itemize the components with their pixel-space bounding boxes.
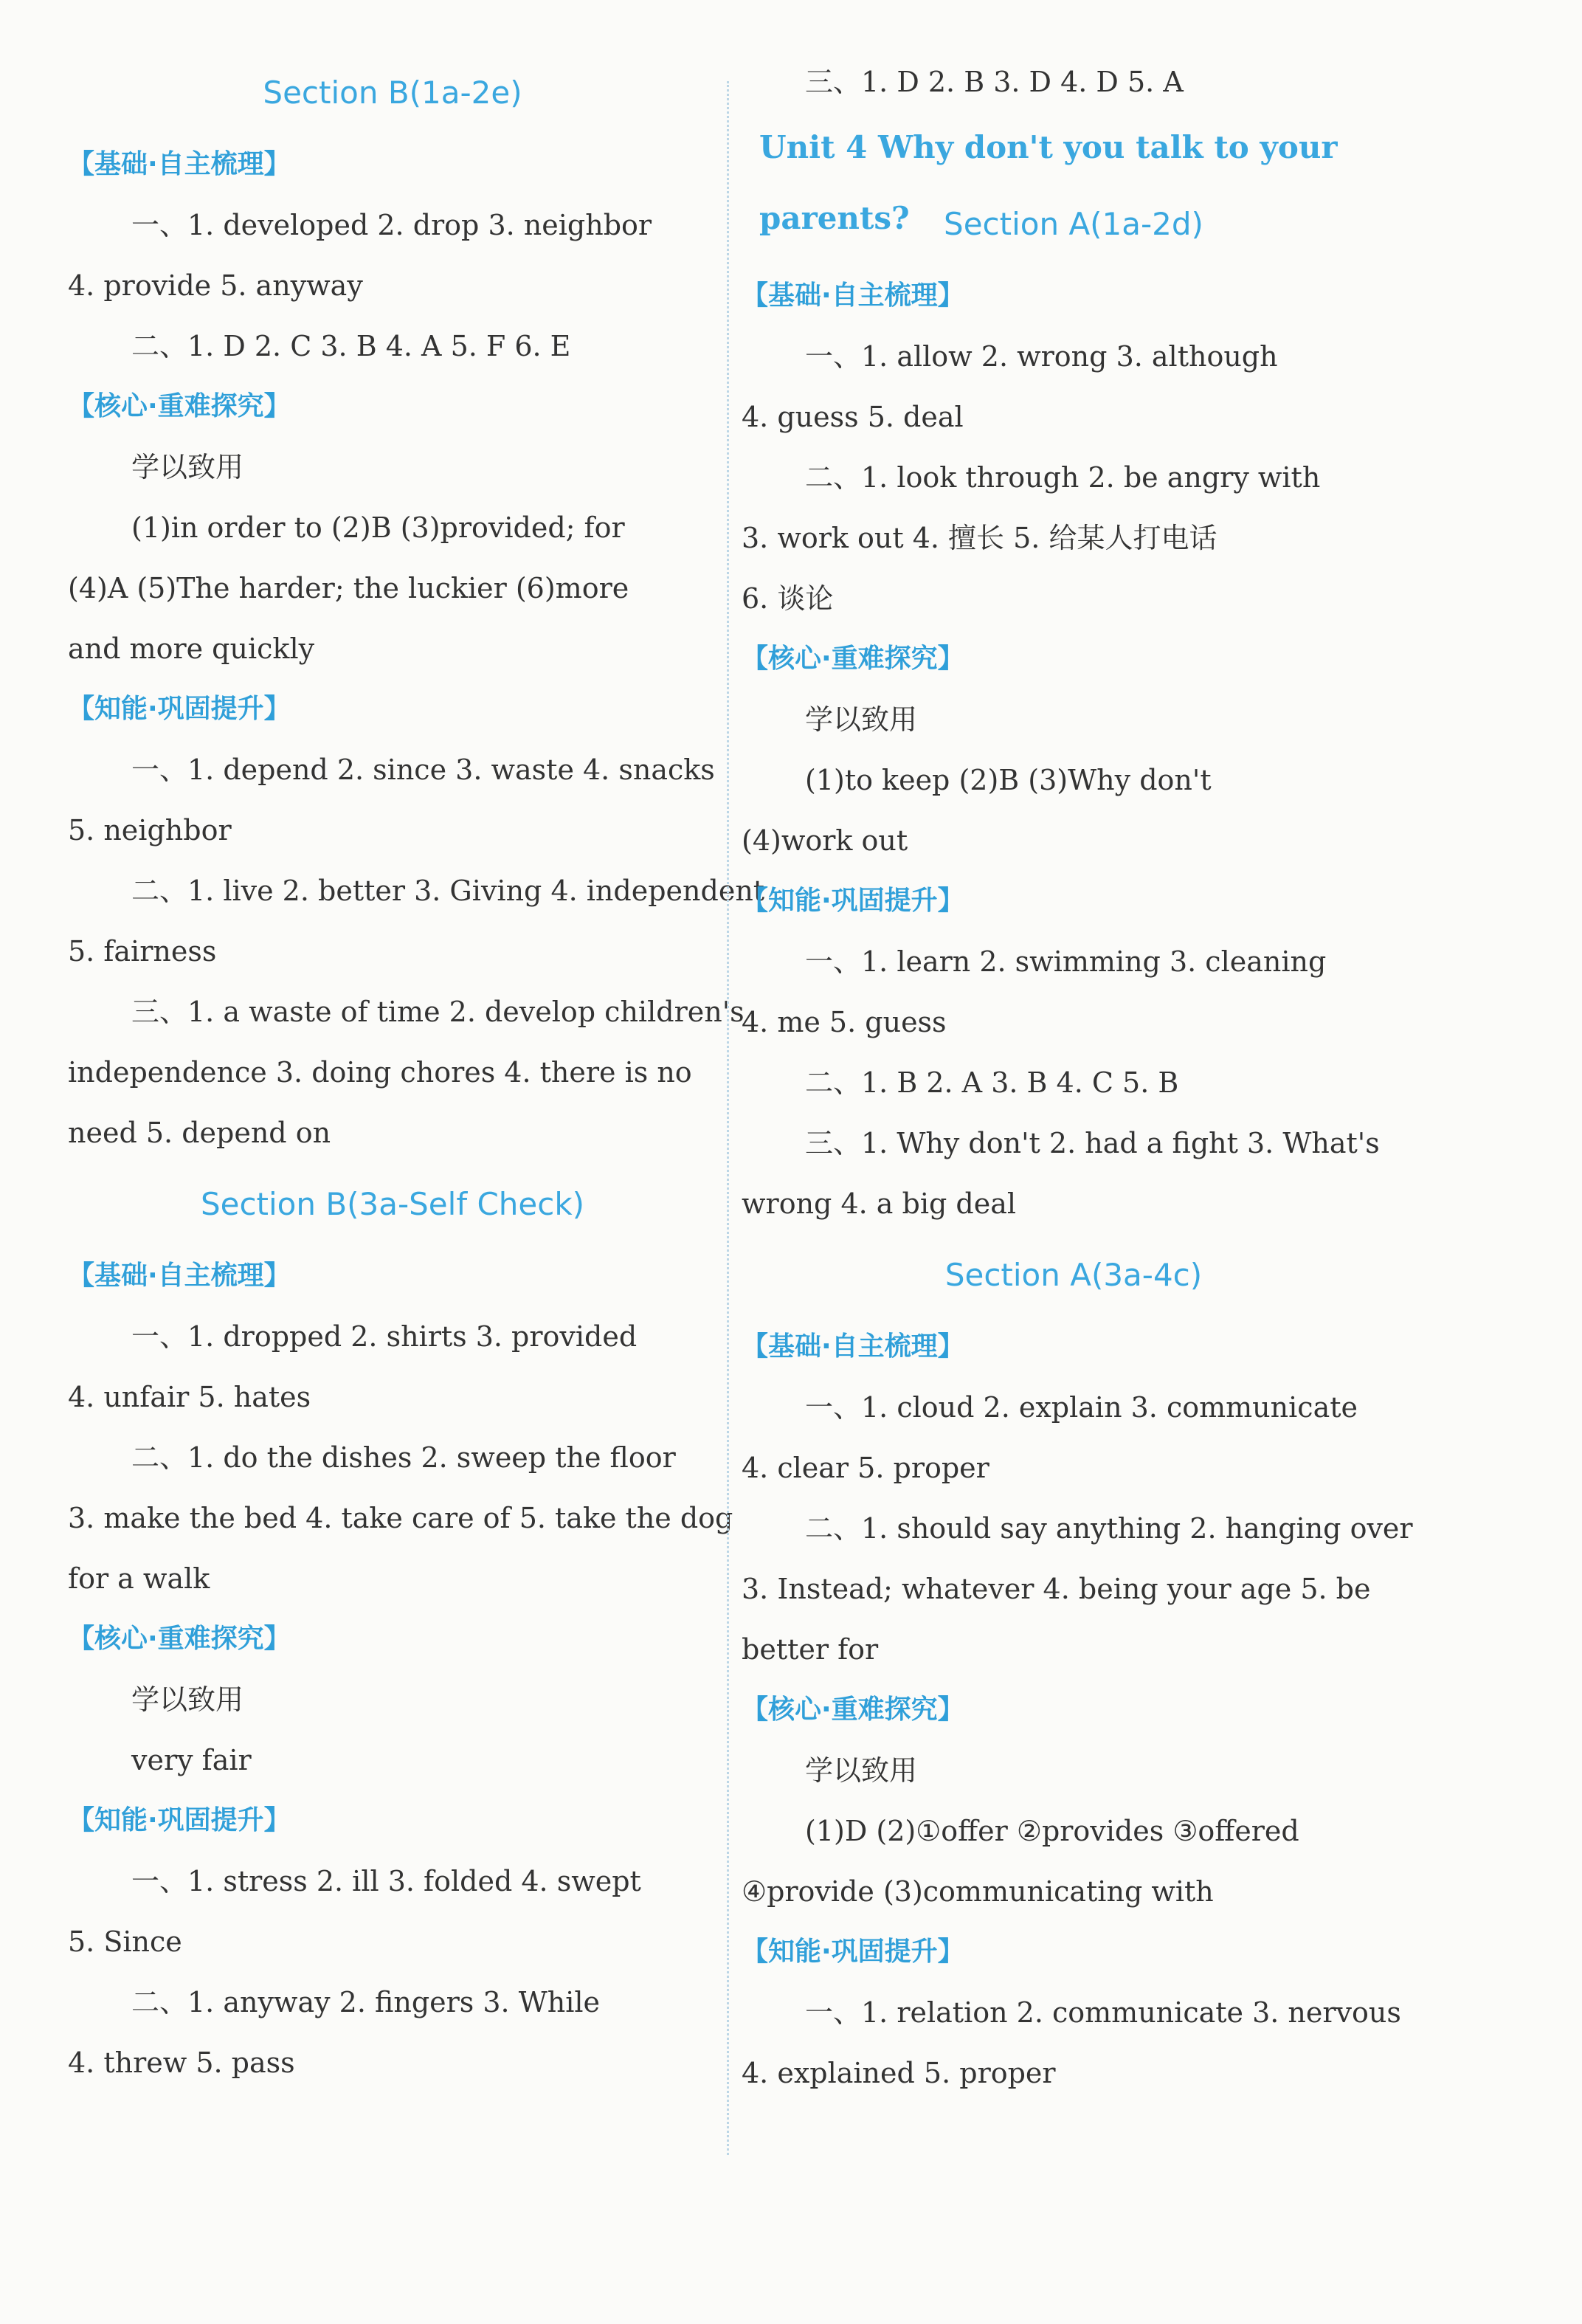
answer-line: 一、1. dropped 2. shirts 3. provided	[131, 1320, 638, 1353]
answer-line: 学以致用	[805, 1754, 918, 1787]
answer-line: 学以致用	[131, 1683, 244, 1716]
answer-line: 一、1. allow 2. wrong 3. although	[805, 340, 1278, 373]
answer-line: 4. guess 5. deal	[742, 401, 964, 433]
section-heading: Section B(3a-Self Check)	[200, 1186, 585, 1222]
answer-line: 4. clear 5. proper	[742, 1452, 989, 1484]
answer-line: 4. explained 5. proper	[742, 2057, 1056, 2089]
answer-line: 5. fairness	[68, 935, 217, 968]
answer-line: 一、1. relation 2. communicate 3. nervous	[805, 1996, 1401, 2029]
section-heading: Section A(3a-4c)	[944, 1257, 1203, 1293]
answer-line: ④provide (3)communicating with	[742, 1875, 1214, 1908]
section-heading: Section B(1a-2e)	[263, 75, 522, 111]
answer-line: 三、1. a waste of time 2. develop children's	[131, 996, 745, 1028]
category-header: 【基础·自主梳理】	[742, 1331, 964, 1362]
answer-line: 一、1. cloud 2. explain 3. communicate	[805, 1391, 1358, 1424]
answer-line: 二、1. look through 2. be angry with	[805, 461, 1321, 494]
answer-line: 3. work out 4. 擅长 5. 给某人打电话	[742, 522, 1217, 554]
right-column	[742, 52, 1413, 2103]
answer-line: 二、1. D 2. C 3. B 4. A 5. F 6. E	[131, 330, 571, 362]
category-header: 【知能·巩固提升】	[68, 694, 291, 724]
answer-line: 4. me 5. guess	[742, 1006, 947, 1038]
answer-line: (1)in order to (2)B (3)provided; for	[131, 511, 625, 544]
answer-line: (1)D (2)①offer ②provides ③offered	[805, 1815, 1299, 1847]
answer-line: independence 3. doing chores 4. there is no	[68, 1056, 692, 1089]
category-header: 【基础·自主梳理】	[742, 280, 964, 311]
category-header: 【知能·巩固提升】	[68, 1805, 291, 1835]
category-header: 【核心·重难探究】	[742, 644, 964, 674]
answer-line: need 5. depend on	[68, 1117, 331, 1149]
answer-line: 4. unfair 5. hates	[68, 1381, 311, 1413]
answer-line: and more quickly	[68, 632, 315, 665]
answer-line: wrong 4. a big deal	[742, 1187, 1017, 1220]
answer-line: 6. 谈论	[742, 582, 834, 615]
answer-line: 一、1. developed 2. drop 3. neighbor	[131, 209, 652, 241]
answer-line: 学以致用	[805, 703, 918, 736]
answer-line: 3. make the bed 4. take care of 5. take the dog	[68, 1502, 733, 1534]
answer-line: (1)to keep (2)B (3)Why don't	[805, 764, 1212, 796]
answer-line: 三、1. Why don't 2. had a fight 3. What's	[805, 1127, 1380, 1159]
category-header: 【知能·巩固提升】	[742, 886, 964, 916]
answer-line: 二、1. should say anything 2. hanging over	[805, 1512, 1413, 1545]
category-header: 【知能·巩固提升】	[742, 1937, 964, 1967]
answer-line: 5. Since	[68, 1925, 182, 1958]
answer-line: better for	[742, 1633, 879, 1666]
section-heading: Section A(1a-2d)	[944, 206, 1203, 242]
answer-line: 4. threw 5. pass	[68, 2047, 295, 2079]
answer-line: 3. Instead; whatever 4. being your age 5. be	[742, 1573, 1371, 1605]
answer-line: 三、1. D 2. B 3. D 4. D 5. A	[805, 66, 1184, 98]
left-column	[68, 52, 765, 2093]
answer-line: 二、1. anyway 2. fingers 3. While	[131, 1986, 601, 2018]
answer-line: 二、1. live 2. better 3. Giving 4. independent	[131, 875, 765, 907]
answer-line: (4)work out	[742, 824, 908, 857]
column-divider	[727, 81, 729, 2155]
answer-line: for a walk	[68, 1562, 210, 1595]
answer-line: 学以致用	[131, 451, 244, 483]
answer-line: 二、1. B 2. A 3. B 4. C 5. B	[805, 1066, 1179, 1099]
answer-line: 一、1. stress 2. ill 3. folded 4. swept	[131, 1865, 641, 1897]
answer-line: very fair	[131, 1744, 252, 1776]
category-header: 【核心·重难探究】	[68, 1624, 291, 1654]
answer-line: 4. provide 5. anyway	[68, 269, 363, 302]
unit-title: Unit 4 Why don't you talk to your parents?	[759, 129, 1338, 236]
category-header: 【基础·自主梳理】	[68, 1261, 291, 1291]
answer-line: 一、1. learn 2. swimming 3. cleaning	[805, 945, 1327, 978]
category-header: 【基础·自主梳理】	[68, 149, 291, 179]
category-header: 【核心·重难探究】	[742, 1694, 964, 1725]
answer-line: 二、1. do the dishes 2. sweep the floor	[131, 1441, 676, 1474]
answer-line: (4)A (5)The harder; the luckier (6)more	[68, 572, 629, 604]
category-header: 【核心·重难探究】	[68, 391, 291, 421]
answer-line: 5. neighbor	[68, 814, 232, 846]
answer-line: 一、1. depend 2. since 3. waste 4. snacks	[131, 754, 715, 786]
